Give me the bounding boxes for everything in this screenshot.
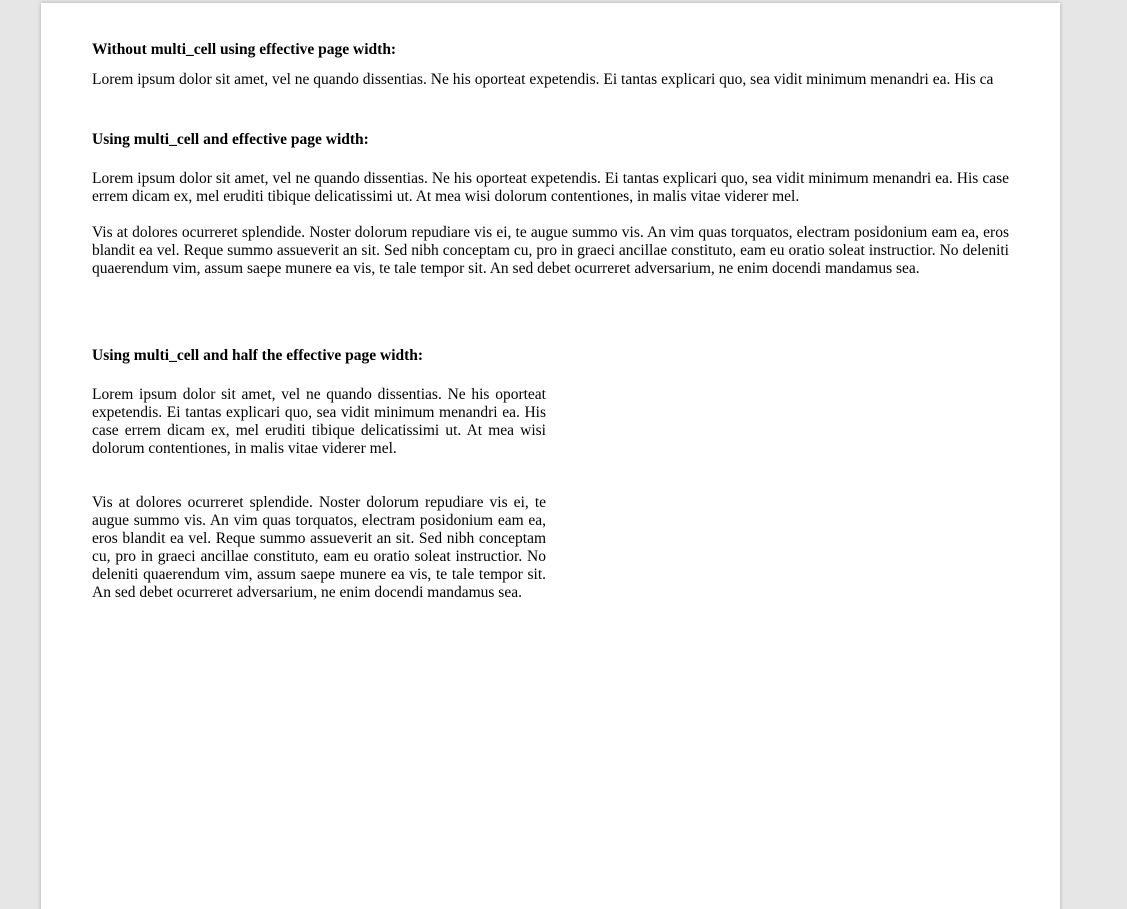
paragraph-full-width-2: Vis at dolores ocurreret splendide. Noster dolorum repudiare vis ei, te augue summo vis. An vim quas torquatos, electram posidonium eam ea, eros blandit ea vel. Reque summo assueverit an sit. Sed nibh conceptam cu, pro in graeci ancillae constituto, eam eu oratio soleat instructior. No deleniti quaerendum vim, assum saepe munere ea vis, te tale tempor sit. An sed debet ocurreret adversarium, ne enim docendi mandamus sea. xyxy=(92,224,1009,277)
section-heading-full-width: Using multi_cell and effective page width: xyxy=(92,131,369,148)
paragraph-no-multicell: Lorem ipsum dolor sit amet, vel ne quando dissentias. Ne his oporteat expetendis. Ei tantas explicari quo, sea vidit minimum menandri ea. His ca xyxy=(92,71,994,88)
section-heading-half-width: Using multi_cell and half the effective page width: xyxy=(92,347,424,364)
paragraph-full-width-1: Lorem ipsum dolor sit amet, vel ne quando dissentias. Ne his oporteat expetendis. Ei tantas explicari quo, sea vidit minimum menandri ea. His case errem dicam ex, mel eruditi tibique delicatissimi ut. At mea wisi dolorum contentiones, in malis vitae viderer mel. xyxy=(92,170,1009,205)
paragraph-half-width-1: Lorem ipsum dolor sit amet, vel ne quando dissentias. Ne his oporteat expetendis. Ei tantas explicari quo, sea vidit minimum menandri ea. His case errem dicam ex, mel eruditi tibique delicatissimi ut. At mea wisi dolorum contentiones, in malis vitae viderer mel. xyxy=(92,386,546,457)
pdf-page xyxy=(41,3,1060,909)
section-heading-no-multicell: Without multi_cell using effective page width: xyxy=(92,41,397,58)
paragraph-half-width-2: Vis at dolores ocurreret splendide. Noster dolorum repudiare vis ei, te augue summo vis. An vim quas torquatos, electram posidonium eam ea, eros blandit ea vel. Reque summo assueverit an sit. Sed nibh conceptam cu, pro in graeci ancillae constituto, eam eu oratio soleat instructior. No deleniti quaerendum vim, assum saepe munere ea vis, te tale tempor sit. An sed debet ocurreret adversarium, ne enim docendi mandamus sea. xyxy=(92,494,546,601)
